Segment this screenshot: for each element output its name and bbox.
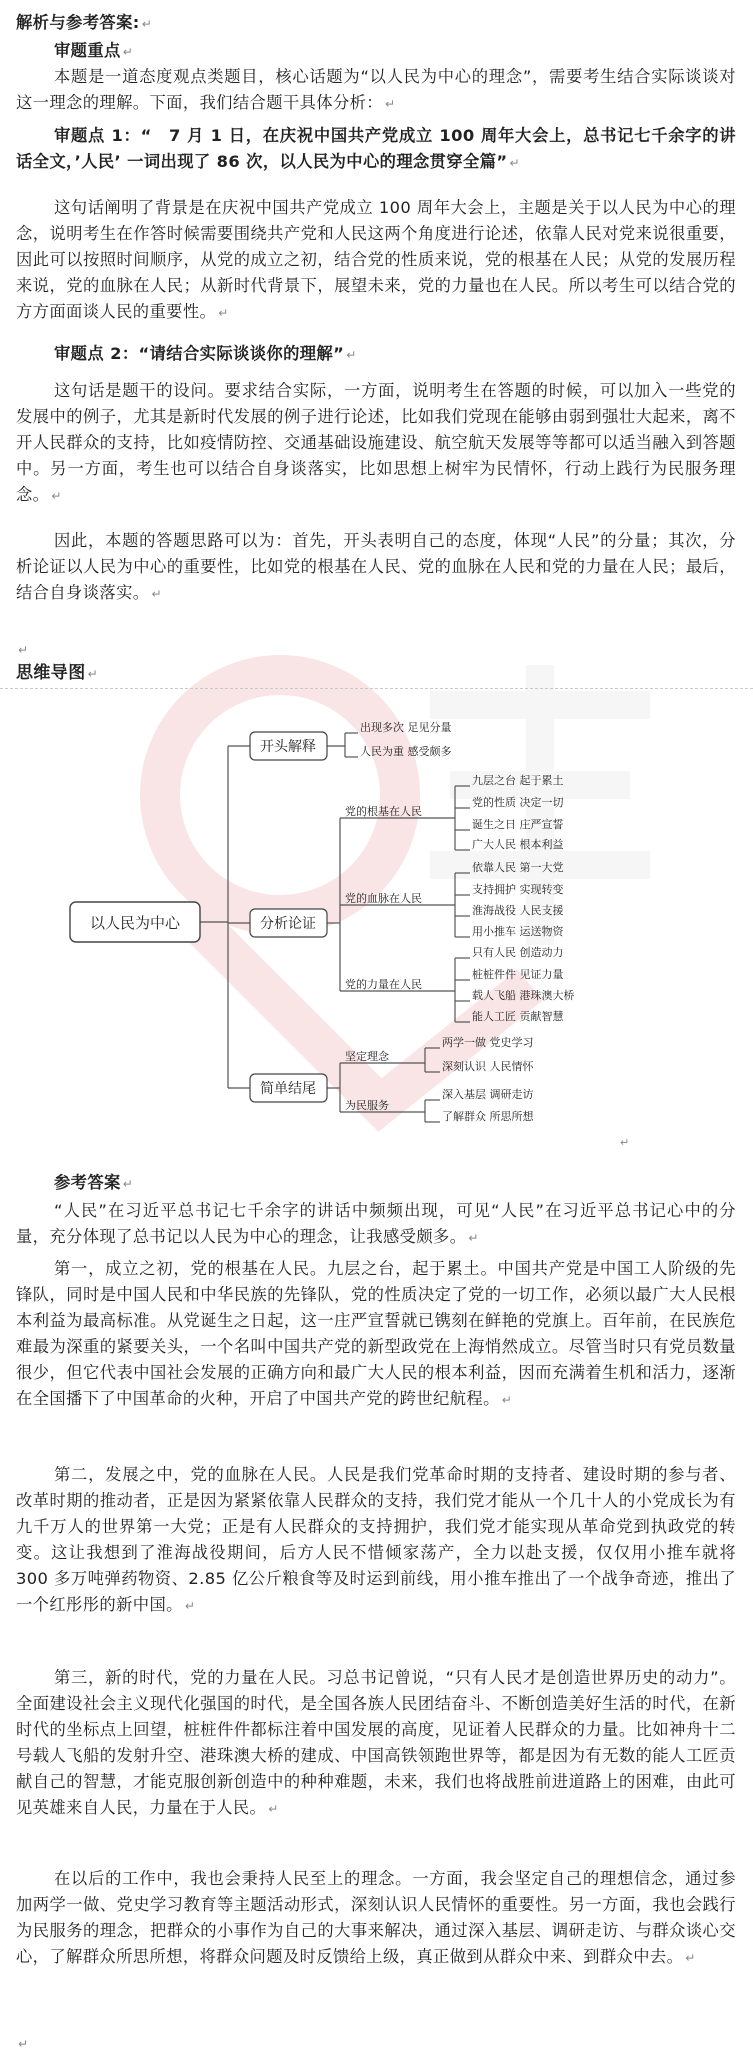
reference-p2: 第一，成立之初，党的根基在人民。九层之台，起于累土。中国共产党是中国工人阶级的先锋队，同时是中国人民和中华民族的先锋队，党的性质决定了党的一切工作，必须以最广大人民根本利益为最高标准。从党诞生之日起，这一庄严宣誓就已镌刻在鲜艳的党旗上。百年前，在民族危难最为深重的紧要关头，一个名叫中国共产党的新型政党在上海悄然成立。尽管当时只有党员数量很少，但它代表中国社会发展的正确方向和最广大人民的根本利益，因而充满着生机和活力，逐渐在全国播下了中国革命的火种，开启了中国共产党的跨世纪航程。 ↵	[16, 1259, 736, 1408]
mindmap-root: 以人民为中心	[89, 914, 181, 932]
b2-leaf: 载人飞船 港珠澳大桥	[472, 989, 575, 1002]
point1-title: 审题点 1：“ 7 月 1 日，在庆祝中国共产党成立 100 周年大会上，总书记七千余字的讲话全文，’人民’ 一词出现了 86 次，以人民为中心的理念贯穿全篇” ↵	[16, 126, 736, 171]
b2-leaf: 淮海战役 人民支援	[472, 904, 564, 917]
point2-title: 审题点 2：“请结合实际谈谈你的理解” ↵	[54, 344, 357, 363]
mindmap-heading: 思维导图 ↵	[16, 663, 99, 683]
b2-leaf: 依靠人民 第一大党	[472, 861, 564, 874]
section-divider	[0, 688, 753, 689]
branch-analysis: 分析论证	[260, 916, 316, 932]
reference-p5: 在以后的工作中，我也会秉持人民至上的理念。一方面，我会坚定自己的理想信念，通过参加两学一做、党史学习教育等主题活动形式，深刻认识人民情怀的重要性。另一方面，我也会践行为民服务的理念，把群众的小事作为自己的大事来解决，通过深入基层、调研走访、与群众谈心交心，了解群众所思所想，将群众问题及时反馈给上级，真正做到从群众中来、到群众中去。 ↵	[16, 1869, 736, 1966]
blank-line: ↵	[18, 643, 29, 657]
b2-leaf: 用小推车 运送物资	[472, 925, 564, 938]
reference-p4: 第三，新的时代，党的力量在人民。习总书记曾说，“只有人民才是创造世界历史的动力”。全面建设社会主义现代化强国的时代，是全国各族人民团结奋斗、不断创造美好生活的时代，在新时代的坐标点上回望，桩桩件件都标注着中国发展的高度，见证着人民群众的力量。比如神舟十二号载人飞船的发射升空、港珠澳大桥的建成、中国高铁领跑世界等，都是因为有无数的能人工匠贡献自己的智慧，才能克服创新创造中的种种难题，未来，我们也将战胜前进道路上的困难，由此可见英雄来自人民，力量在于人民。 ↵	[16, 1668, 736, 1817]
b3-sub: 为民服务	[345, 1099, 389, 1112]
branch-ending: 简单结尾	[260, 1081, 316, 1097]
b1-leaf: 人民为重 感受颇多	[360, 745, 452, 758]
b2-sub: 党的力量在人民	[345, 978, 422, 991]
branch-opening: 开头解释	[260, 739, 316, 755]
reference-heading: 参考答案 ↵	[54, 1173, 134, 1192]
b2-leaf: 广大人民 根本利益	[472, 838, 564, 851]
b3-sub: 坚定理念	[345, 1050, 389, 1063]
b2-leaf: 九层之台 起于累土	[472, 774, 564, 787]
mind-map	[0, 690, 753, 1160]
reference-p3: 第二，发展之中，党的血脉在人民。人民是我们党革命时期的支持者、建设时期的参与者、改革时期的推动者，正是因为紧紧依靠人民群众的支持，我们党才能从一个几十人的小党成长为有九千万人的世界第一大党；正是有人民群众的支持拥护，我们党才能实现从革命党到执政党的转变。这让我想到了淮海战役期间，后方人民不惜倾家荡产，全力以赴支援，仅仅用小推车就将 300 多万吨弹药物资、2.85 亿公斤粮食等及时运到前线，用小推车推出了一个战争奇迹，推出了一个红彤彤的新中国。 ↵	[16, 1465, 736, 1614]
b2-leaf: 桩桩件件 见证力量	[472, 968, 564, 981]
b2-sub: 党的根基在人民	[345, 805, 422, 818]
b2-sub: 党的血脉在人民	[345, 892, 422, 905]
b2-leaf: 支持拥护 实现转变	[472, 883, 564, 896]
point1-body: 这句话阐明了背景是在庆祝中国共产党成立 100 周年大会上，主题是关于以人民为中心的理念，说明考生在作答时候需要围绕共产党和人民这两个角度进行论述，依靠人民对党来说很重要，因此可以按照时间顺序，从党的成立之初，结合党的性质来说，党的根基在人民；从党的发展历程来说，党的血脉在人民；从新时代背景下，展望未来，党的力量也在人民。所以考生可以结合党的方方面面谈人民的重要性。 ↵	[16, 198, 736, 321]
b1-leaf: 出现多次 足见分量	[360, 721, 452, 734]
conclusion-paragraph: 因此，本题的答题思路可以为：首先，开头表明自己的态度，体现“人民”的分量；其次，分析论证以人民为中心的重要性，比如党的根基在人民、党的血脉在人民和党的力量在人民；最后，结合自身谈落实。 ↵	[16, 531, 736, 602]
b2-leaf: 能人工匠 贡献智慧	[472, 1010, 564, 1023]
b2-leaf: 党的性质 决定一切	[472, 796, 564, 809]
b3-leaf: 深入基层 调研走访	[442, 1088, 534, 1101]
reference-p1: “人民”在习近平总书记七千余字的讲话中频频出现，可见“人民”在习近平总书记心中的分量，充分体现了总书记以人民为中心的理念，让我感受颇多。 ↵	[16, 1201, 736, 1246]
blank-line: ↵	[18, 2037, 29, 2051]
b2-leaf: 只有人民 创造动力	[472, 946, 564, 959]
return-mark: ↵	[620, 1136, 630, 1149]
analysis-heading: 解析与参考答案: ↵	[16, 13, 153, 32]
b3-leaf: 两学一做 党史学习	[442, 1036, 534, 1049]
b3-leaf: 深刻认识 人民情怀	[442, 1060, 534, 1073]
b2-leaf: 诞生之日 庄严宣誓	[472, 818, 564, 831]
key-point-title: 审题重点 ↵	[54, 41, 134, 60]
intro-paragraph: 本题是一道态度观点类题目，核心话题为“以人民为中心的理念”，需要考生结合实际谈谈对这一理念的理解。下面，我们结合题干具体分析： ↵	[16, 67, 736, 112]
point2-body: 这句话是题干的设问。要求结合实际，一方面，说明考生在答题的时候，可以加入一些党的发展中的例子，尤其是新时代发展的例子进行论述，比如我们党现在能够由弱到强壮大起来，离不开人民群众的支持，比如疫情防控、交通基础设施建设、航空航天发展等等都可以适当融入到答题中。另一方面，考生也可以结合自身谈落实，比如思想上树牢为民情怀，行动上践行为民服务理念。 ↵	[16, 381, 736, 504]
b3-leaf: 了解群众 所思所想	[442, 1110, 534, 1123]
